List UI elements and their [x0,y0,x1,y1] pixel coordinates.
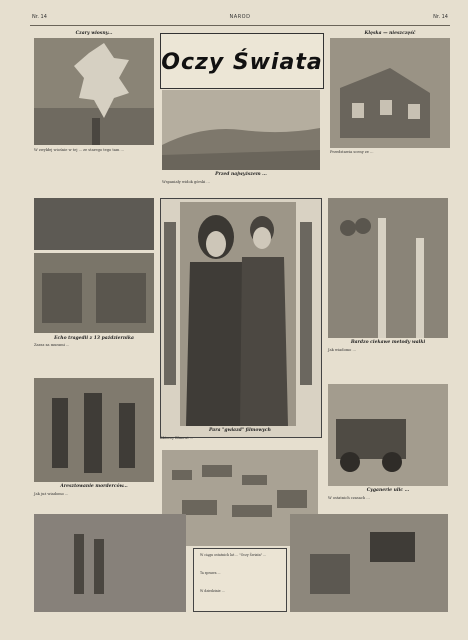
header-rule [30,25,450,26]
center-top-photo [162,90,320,170]
portrait-right-border [300,222,312,385]
page-header [32,12,448,24]
mid-right-title: Bardzo ciekawe metody walki [350,340,426,345]
mid-left-title: Echo tragedii z 13 października [54,336,134,341]
center-portrait-title: Para "gwiazd" filmowych [209,428,271,433]
center-top-caption: Wspaniały widok górski ... [162,180,210,184]
mid-left-photo-top [34,198,154,250]
center-top-title: Przed najwyższem ... [215,172,267,177]
bottom-left-title: Aresztowanie morderców... [60,484,128,489]
bottom-right-strip-photo [290,514,448,612]
top-left-title: Czary wiosny... [75,31,113,36]
bottom-left-caption: Jak już wiadomo ... [34,492,69,496]
article-paragraph-2: Ta sprawa ... [200,571,221,575]
mid-right-photo [328,198,448,338]
center-portrait-photo [180,202,296,426]
bottom-right-photo [328,384,448,486]
center-portrait-caption: Aktorzy filmowi ... [160,436,194,440]
masthead [160,33,324,89]
header-center: NAROD [229,14,251,20]
bottom-left-strip-photo [34,514,186,612]
center-article-box [193,548,287,612]
article-paragraph-3: W dziedzinie ... [200,589,225,593]
header-right: Nr. 14 [433,14,448,20]
bottom-right-caption: W ostatnich czasach ... [328,496,370,500]
decorative-tree-sculpture-icon [34,38,154,145]
header-left: Nr. 14 [32,14,47,20]
bottom-right-title: Cyganerie ulic ... [366,488,410,493]
bottom-left-photo [34,378,154,482]
article-paragraph-1: W ciągu ostatnich lat ... "Oczy Świata" ... [200,553,267,557]
mid-right-caption: Jak wiadomo ... [328,348,356,352]
mid-left-photo-bottom [34,253,154,333]
top-left-caption: W zwykłej wiośnie w tej ... ze starego tego tam ... [34,148,124,152]
masthead-title: Oczy Świata [161,50,323,75]
mid-left-caption: Zaraz za murami ... [34,343,70,347]
top-left-photo [34,38,154,145]
top-right-title: Klęska — nieszczęść [364,31,416,36]
top-right-photo [330,38,450,148]
portrait-left-border [164,222,176,385]
top-right-caption: Przedstawia sceny ze ... [330,150,374,154]
